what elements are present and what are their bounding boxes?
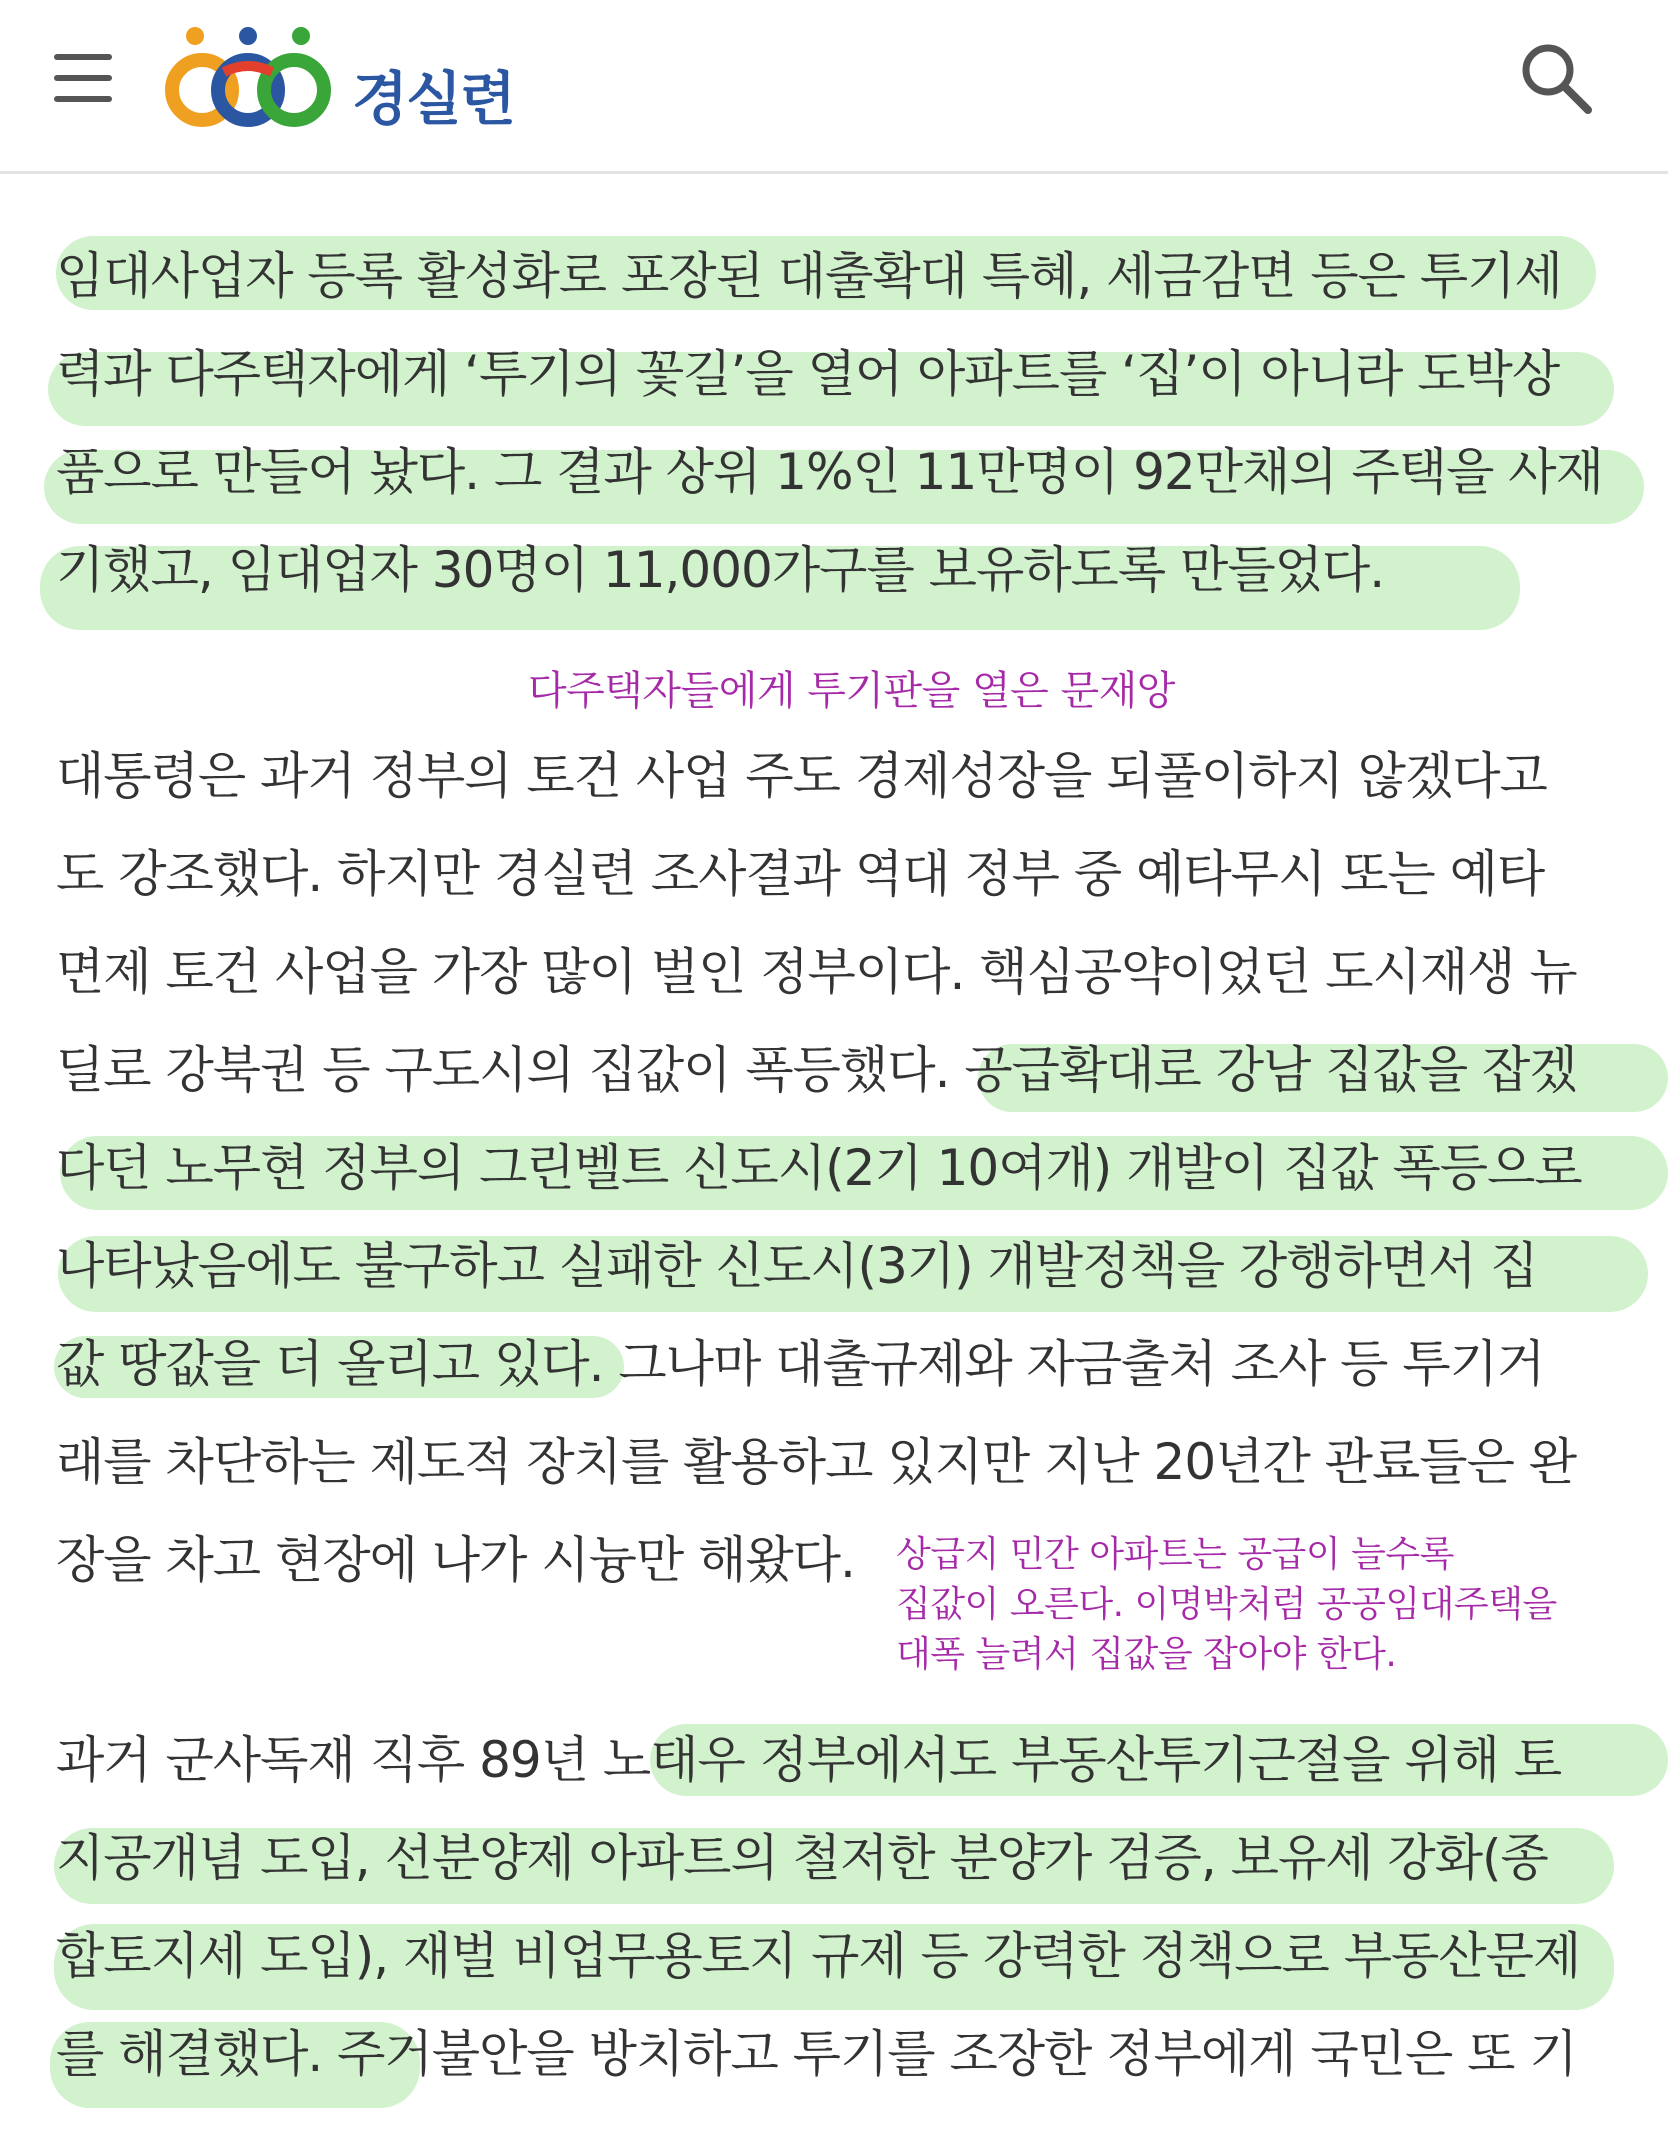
hamburger-menu-icon[interactable]	[54, 54, 112, 102]
article-body	[0, 174, 1668, 2130]
article-line: 품으로 만들어 놨다. 그 결과 상위 1%인 11만명이 92만채의 주택을 사재	[56, 443, 1603, 501]
annotation-note: 상급지 민간 아파트는 공급이 늘수록	[896, 1534, 1454, 1575]
site-logo[interactable]	[164, 24, 564, 134]
article-line: 력과 다주택자에게 ‘투기의 꽃길’을 열어 아파트를 ‘집’이 아니라 도박상	[56, 345, 1560, 403]
article-line: 를 해결했다. 주거불안을 방치하고 투기를 조장한 정부에게 국민은 또 기	[56, 2025, 1577, 2083]
article-line: 나타났음에도 불구하고 실패한 신도시(3기) 개발정책을 강행하면서 집	[56, 1237, 1538, 1295]
annotation-note: 다주택자들에게 투기판을 열은 문재앙	[528, 668, 1175, 714]
article-line: 지공개념 도입, 선분양제 아파트의 철저한 분양가 검증, 보유세 강화(종	[56, 1829, 1548, 1887]
article-line: 딜로 강북권 등 구도시의 집값이 폭등했다. 공급확대로 강남 집값을 잡겠	[56, 1041, 1577, 1099]
article-line: 면제 토건 사업을 가장 많이 벌인 정부이다. 핵심공약이었던 도시재생 뉴	[56, 943, 1577, 1001]
article-line: 도 강조했다. 하지만 경실련 조사결과 역대 정부 중 예타무시 또는 예타	[56, 845, 1545, 903]
article-line: 장을 차고 현장에 나가 시늉만 해왔다.	[56, 1531, 855, 1589]
site-header	[0, 0, 1668, 174]
article-line: 임대사업자 등록 활성화로 포장된 대출확대 특혜, 세금감면 등은 투기세	[56, 247, 1562, 305]
article-line: 합토지세 도입), 재벌 비업무용토지 규제 등 강력한 정책으로 부동산문제	[56, 1927, 1581, 1985]
article-line: 다던 노무현 정부의 그린벨트 신도시(2기 10여개) 개발이 집값 폭등으로	[56, 1139, 1582, 1197]
article-line: 기했고, 임대업자 30명이 11,000가구를 보유하도록 만들었다.	[56, 541, 1385, 599]
logo-mark-icon	[164, 24, 344, 134]
annotation-note: 집값이 오른다. 이명박처럼 공공임대주택을	[896, 1584, 1557, 1625]
search-icon[interactable]	[1516, 38, 1596, 118]
logo-text: 경실련	[352, 65, 515, 133]
article-line: 과거 군사독재 직후 89년 노태우 정부에서도 부동산투기근절을 위해 토	[56, 1731, 1562, 1789]
article-line: 값 땅값을 더 올리고 있다. 그나마 대출규제와 자금출처 조사 등 투기거	[56, 1335, 1545, 1393]
article-line: 대통령은 과거 정부의 토건 사업 주도 경제성장을 되풀이하지 않겠다고	[56, 747, 1547, 805]
annotation-note: 대폭 늘려서 집값을 잡아야 한다.	[896, 1634, 1397, 1675]
article-line: 래를 차단하는 제도적 장치를 활용하고 있지만 지난 20년간 관료들은 완	[56, 1433, 1577, 1491]
